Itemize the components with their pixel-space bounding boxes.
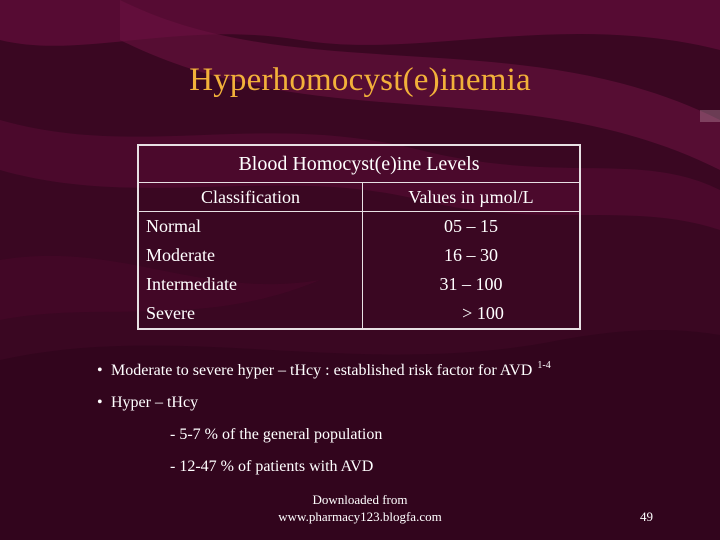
bullet-item bbox=[97, 360, 551, 380]
bullet-dot-icon: • bbox=[97, 362, 103, 379]
table-row-classification: Normal bbox=[146, 216, 201, 236]
sub-list-item: - 12-47 % of patients with AVD bbox=[170, 458, 374, 475]
page-number: 49 bbox=[640, 509, 653, 524]
table-caption: Blood Homocyst(e)ine Levels bbox=[138, 145, 580, 183]
footer-source-line: Downloaded from bbox=[312, 492, 408, 507]
slide-title: Hyperhomocyst(e)inemia bbox=[189, 62, 531, 98]
sub-list-item: - 5-7 % of the general population bbox=[170, 426, 383, 443]
bullet-text: Hyper – tHcy bbox=[111, 394, 199, 411]
classification-column bbox=[138, 212, 363, 330]
homocysteine-levels-table bbox=[137, 144, 581, 330]
table-row-classification: Moderate bbox=[146, 245, 215, 265]
citation-superscript: 1-4 bbox=[537, 360, 551, 371]
table-row-classification: Intermediate bbox=[146, 274, 237, 294]
table-row-value: 31 – 100 bbox=[439, 274, 503, 294]
table-row-value: 16 – 30 bbox=[444, 245, 498, 265]
bullet-dot-icon: • bbox=[97, 394, 103, 411]
footer-source bbox=[250, 491, 470, 525]
bullet-item bbox=[97, 394, 198, 412]
table-row-value: > 100 bbox=[462, 303, 504, 323]
bullet-text: Moderate to severe hyper – tHcy : established risk factor for AVD bbox=[111, 362, 533, 379]
table-row-classification: Severe bbox=[146, 303, 195, 323]
column-header-classification: Classification bbox=[138, 183, 363, 212]
column-header-values: Values in µmol/L bbox=[363, 183, 581, 212]
table-row-value: 05 – 15 bbox=[444, 216, 498, 236]
values-column bbox=[363, 212, 581, 330]
footer-source-url: www.pharmacy123.blogfa.com bbox=[278, 509, 442, 524]
